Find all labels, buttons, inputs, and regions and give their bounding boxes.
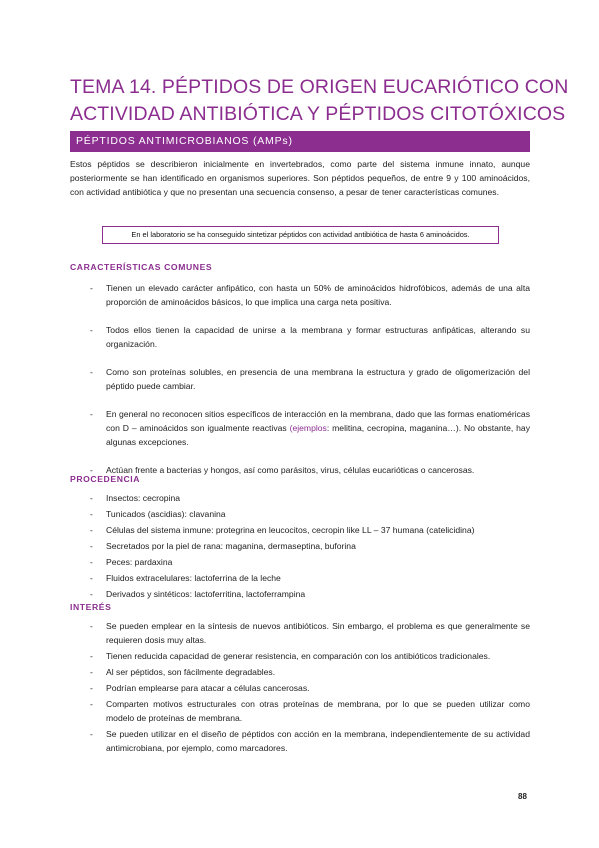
interes-list <box>70 619 530 757</box>
list-item: - Podrían emplearse para atacar a células cancerosas. <box>90 683 310 693</box>
title-line-1: TEMA 14. PÉPTIDOS DE ORIGEN EUCARIÓTICO CON <box>70 76 569 98</box>
list-item: - Se pueden emplear en la síntesis de nuevos antibióticos. Sin embargo, el problema es que generalmente se requieren dosis muy altas. <box>90 621 530 645</box>
procedencia-list <box>70 491 530 603</box>
list-item: - Todos ellos tienen la capacidad de unirse a la membrana y formar estructuras anfipáticas, alterando su organización. <box>90 325 530 349</box>
list-item: - Insectos: cecropina <box>90 493 181 503</box>
page-number: 88 <box>518 792 527 801</box>
callout-box: En el laboratorio se ha conseguido sintetizar péptidos con actividad antibiótica de hasta 6 aminoácidos. <box>102 226 499 244</box>
list-item: - Fluidos extracelulares: lactoferrina de la leche <box>90 573 281 583</box>
intro-paragraph: Estos péptidos se describieron inicialmente en invertebrados, como parte del sistema inmune innato, aunque posteriormente se han identificado en organismos superiores. Son péptidos pequeños, de entre 9 y 100 aminoácidos, con actividad antibiótica y que no presentan una secuencia consenso, a pesar de tener características comunes. <box>70 159 530 197</box>
list-item: - Tunicados (ascidias): clavanina <box>90 509 226 519</box>
caracteristicas-list <box>70 281 530 491</box>
list-item: - Secretados por la piel de rana: maganina, dermaseptina, buforina <box>90 541 356 551</box>
ejemplos-highlight: (ejemplos <box>289 423 327 433</box>
heading-caracteristicas: CARACTERÍSTICAS COMUNES <box>70 262 213 272</box>
list-item: - Al ser péptidos, son fácilmente degradables. <box>90 667 276 677</box>
list-item: - Derivados y sintéticos: lactoferritina, lactoferrampina <box>90 589 306 599</box>
list-item: - Tienen reducida capacidad de generar resistencia, en comparación con los antibióticos tradicionales. <box>90 651 491 661</box>
section-banner: PÉPTIDOS ANTIMICROBIANOS (AMPs) <box>70 131 530 152</box>
list-item: - Comparten motivos estructurales con otras proteínas de membrana, por lo que se pueden utilizar como modelo de proteínas de membrana. <box>90 699 530 723</box>
heading-procedencia: PROCEDENCIA <box>70 474 141 484</box>
list-item: - Tienen un elevado carácter anfipático, con hasta un 50% de aminoácidos hidrofóbicos, además de una alta proporción de aminoácidos básicos, lo que implica una carga neta positiva. <box>90 283 530 307</box>
list-item: - Actúan frente a bacterias y hongos, así como parásitos, virus, células eucarióticas o cancerosas. <box>90 465 475 475</box>
list-item: - Como son proteínas solubles, en presencia de una membrana la estructura y grado de oligomerización del péptido puede cambiar. <box>90 367 530 391</box>
page-title <box>70 74 569 128</box>
list-item: - Peces: pardaxina <box>90 557 173 567</box>
list-item: - En general no reconocen sitios específicos de interacción en la membrana, dado que las formas enatioméricas con D – aminoácidos son igualmente reactivas (ejemplos: melitina, cecropina, maganina…). No obstante, hay algunas excepciones. <box>90 409 531 447</box>
list-item: - Células del sistema inmune: protegrina en leucocitos, cecropin like LL – 37 humana (catelicidina) <box>90 525 475 535</box>
title-line-2: ACTIVIDAD ANTIBIÓTICA Y PÉPTIDOS CITOTÓXICOS <box>70 103 566 125</box>
list-item: - Se pueden utilizar en el diseño de péptidos con acción en la membrana, independientemente de su actividad antimicrobiana, por ejemplo, como marcadores. <box>90 729 530 753</box>
heading-interes: INTERÉS <box>70 602 112 612</box>
